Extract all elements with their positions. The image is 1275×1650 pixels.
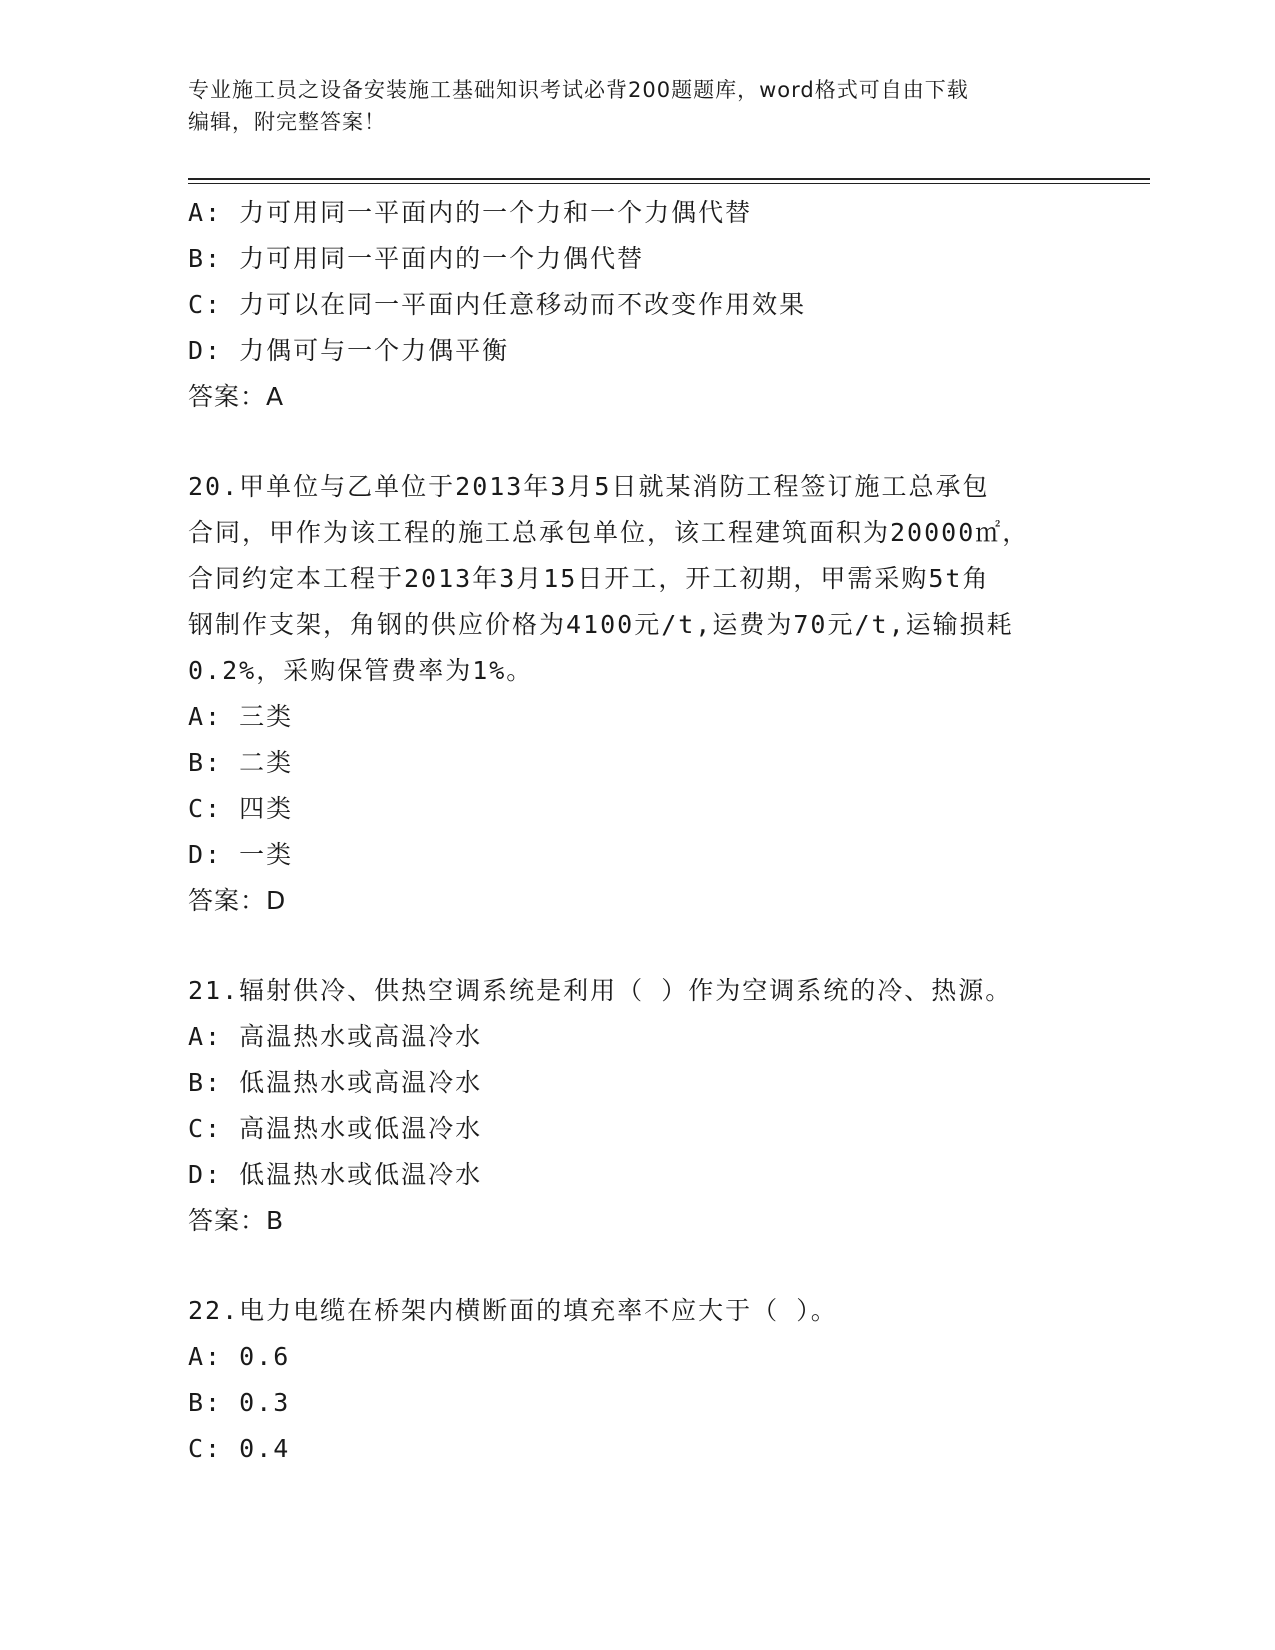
option-c: C: 四类 — [188, 794, 294, 823]
option-a: A: 高温热水或高温冷水 — [188, 1022, 483, 1051]
spacer — [188, 420, 1088, 464]
option-b: B: 低温热水或高温冷水 — [188, 1068, 483, 1097]
question-22 — [188, 1288, 1088, 1472]
answer: 答案：D — [188, 886, 287, 915]
question-stem-line: 0.2%，采购保管费率为1%。 — [188, 656, 534, 685]
spacer — [188, 1244, 1088, 1288]
question-stem-line: 合同约定本工程于2013年3月15日开工，开工初期，甲需采购5t角 — [188, 564, 990, 593]
option-b: B: 力可用同一平面内的一个力偶代替 — [188, 244, 645, 273]
document-header — [188, 74, 1088, 138]
option-d: D: 一类 — [188, 840, 294, 869]
header-title-line-2: 编辑，附完整答案！ — [188, 110, 386, 134]
question-list — [188, 190, 1088, 1472]
question-stem-line: 合同，甲作为该工程的施工总承包单位，该工程建筑面积为20000㎡， — [188, 518, 1030, 547]
question-stem-line: 钢制作支架，角钢的供应价格为4100元/t,运费为70元/t,运输损耗 — [188, 610, 1014, 639]
header-divider-top — [188, 178, 1150, 180]
spacer — [188, 924, 1088, 968]
option-b: B: 二类 — [188, 748, 294, 777]
answer: 答案：B — [188, 1206, 285, 1235]
option-d: D: 力偶可与一个力偶平衡 — [188, 336, 510, 365]
question-stem-line: 20.甲单位与乙单位于2013年3月5日就某消防工程签订施工总承包 — [188, 472, 990, 501]
option-c: C: 力可以在同一平面内任意移动而不改变作用效果 — [188, 290, 807, 319]
option-a: A: 0.6 — [188, 1342, 291, 1371]
option-d: D: 低温热水或低温冷水 — [188, 1160, 483, 1189]
question-20 — [188, 464, 1088, 924]
answer: 答案：A — [188, 382, 285, 411]
header-title-line-1: 专业施工员之设备安装施工基础知识考试必背200题题库，word格式可自由下载 — [188, 78, 969, 102]
option-c: C: 0.4 — [188, 1434, 291, 1463]
question-19 — [188, 190, 1088, 420]
option-a: A: 三类 — [188, 702, 294, 731]
question-stem: 21.辐射供冷、供热空调系统是利用（ ）作为空调系统的冷、热源。 — [188, 976, 1013, 1005]
option-a: A: 力可用同一平面内的一个力和一个力偶代替 — [188, 198, 753, 227]
header-divider-bottom — [188, 183, 1150, 184]
question-21 — [188, 968, 1088, 1244]
question-stem: 22.电力电缆在桥架内横断面的填充率不应大于（ ）。 — [188, 1296, 838, 1325]
option-b: B: 0.3 — [188, 1388, 291, 1417]
option-c: C: 高温热水或低温冷水 — [188, 1114, 483, 1143]
